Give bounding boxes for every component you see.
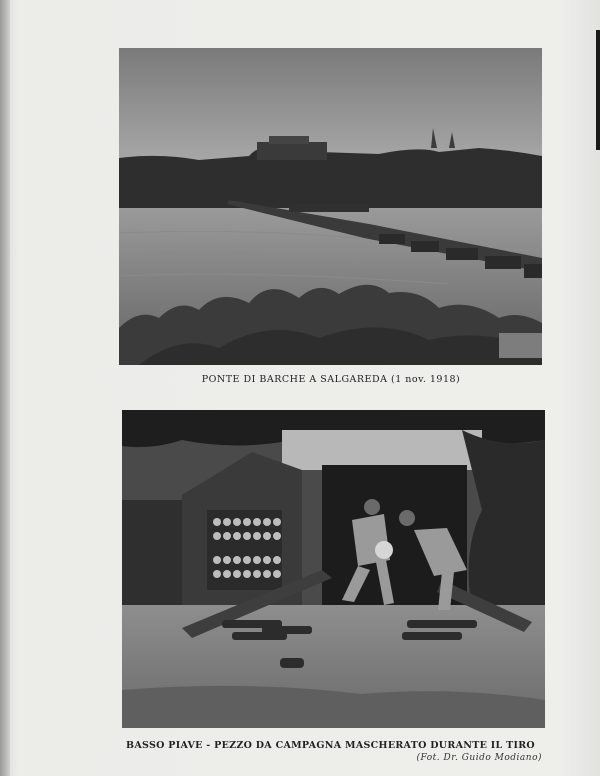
photo1-caption: PONTE DI BARCHE A SALGAREDA (1 nov. 1918) xyxy=(201,374,461,385)
page-edge-mark xyxy=(596,30,600,150)
pontoon-bridge-photo xyxy=(119,48,542,365)
field-gun-photo xyxy=(122,410,545,728)
page-binding-edge xyxy=(0,0,10,776)
photo-credit: (Fot. Dr. Guido Modiano) xyxy=(416,753,542,763)
photo2-caption: BASSO PIAVE - PEZZO DA CAMPAGNA MASCHERATO DURANTE IL TIRO xyxy=(126,740,535,751)
